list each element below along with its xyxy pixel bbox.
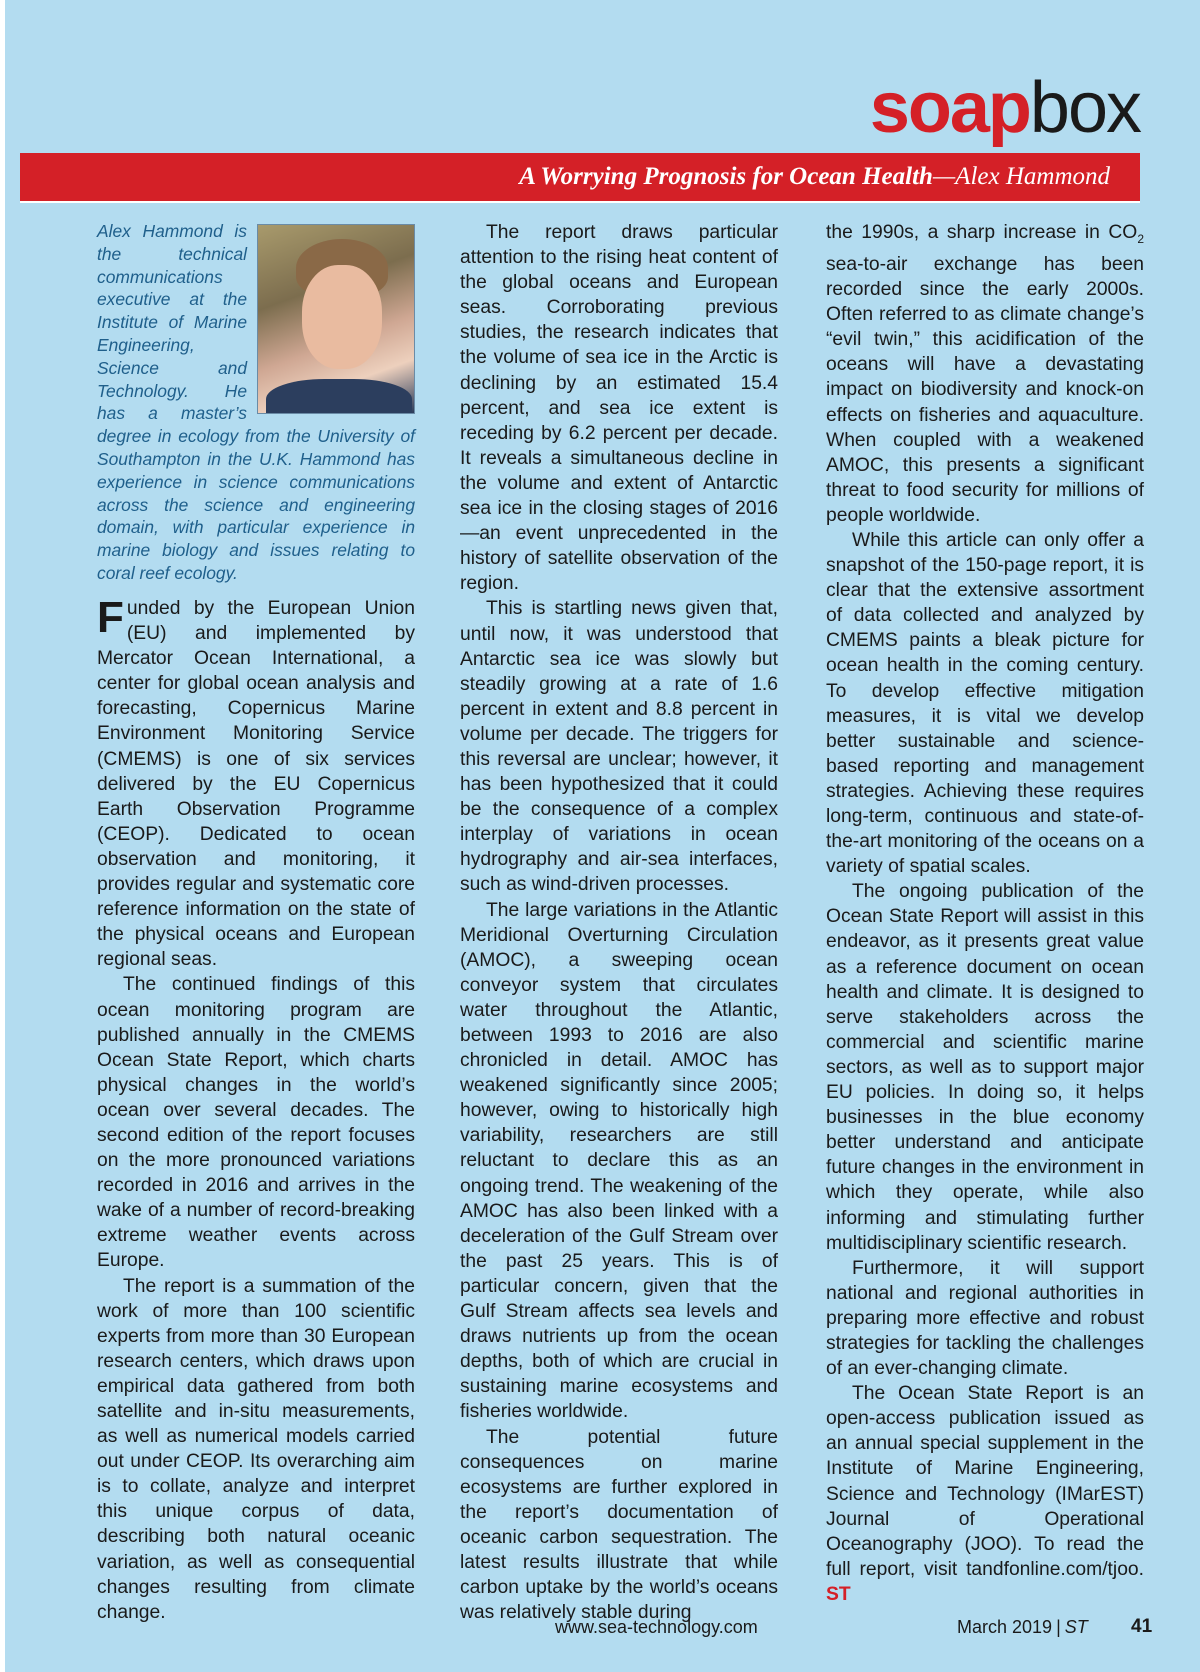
- byline: Alex Hammond: [955, 163, 1110, 190]
- author-bio: Alex Hammond is the technical communications executive at the Institute of Marine Engineering, Science and Technology. He has a master’s degree in ecology from the University of Southampton in the U.K. Hammond has experience in science communications across the science and engineering domain, with particular experience in marine biology and issues relating to coral reef ecology.: [97, 221, 415, 583]
- article-title: A Worrying Prognosis for Ocean Health: [519, 163, 933, 190]
- paragraph-4: The report draws particular attention to the rising heat content of the global oceans and European seas. Corroborating previous studies, the research indicates that the volume of sea ice in the Arctic is declining by an estimated 15.4 percent, and sea ice extent is receding by 6.2 percent per decade. It reveals a simultaneous decline in the volume and extent of Antarctic sea ice in the closing stages of 2016—an event unprecedented in the history of satellite observation of the region.: [460, 222, 778, 595]
- paragraph-5: This is startling news given that, until now, it was understood that Antarctic sea ice was slowly but steadily growing at a rate of 1.6 percent in extent and 8.8 percent in volume per decade. The triggers for this reversal are unclear; however, it has been hypothesized that it could be the consequence of a complex interplay of variations in ocean hydrography and air-sea interfaces, such as wind-driven processes.: [460, 598, 778, 896]
- paragraph-3: The report is a summation of the work of more than 100 scientific experts from more than 30 European research centers, which draws upon empirical data gathered from both satellite and in-situ measurements, as well as numerical models carried out under CEOP. Its overarching aim is to collate, analyze and interpret this unique corpus of data, describing both natural oceanic variation, as well as consequential changes resulting from climate change.: [97, 1275, 415, 1623]
- column-1: [97, 220, 415, 603]
- paragraph-7-continued: [826, 220, 1144, 528]
- author-photo: [257, 224, 415, 414]
- paragraph-1: [97, 593, 415, 972]
- page-number: 41: [1131, 1616, 1153, 1637]
- paragraph-8: While this article can only offer a snapshot of the 150-page report, it is clear that the extensive assortment of data collected and analyzed by CMEMS paints a bleak picture for ocean health in the coming century. To develop effective mitigation measures, it is vital we develop better sustainable and science-based reporting and management strategies. Achieving these requires long-term, continuous and state-of-the-art monitoring of the oceans on a variety of spatial scales.: [826, 529, 1144, 878]
- end-mark: ST: [826, 1583, 851, 1605]
- paragraph-11: [826, 1381, 1144, 1607]
- photo-face: [302, 265, 382, 369]
- paragraph-6: The large variations in the Atlantic Meridional Overturning Circulation (AMOC), a sweeping ocean conveyor system that circulates water throughout the Atlantic, between 1993 to 2016 are also chronicled in detail. AMOC has weakened significantly since 2005; however, owing to historically high variability, researchers are still reluctant to declare this as an ongoing trend. The weakening of the AMOC has also been linked with a deceleration of the Gulf Stream over the past 25 years. This is of particular concern, given that the Gulf Stream affects sea levels and draws nutrients up from the ocean depths, both of which are crucial in sustaining marine ecosystems and fisheries worldwide.: [460, 899, 778, 1423]
- photo-suit: [266, 379, 412, 414]
- co2-post: sea-to-air exchange has been recorded since the early 2000s. Often referred to as climate change’s “evil twin,” this acidification of the oceans will have a devastating impact on biodiversity and knock-on effects on fisheries and aquaculture. When coupled with a weakened AMOC, this presents a significant threat to food security for millions of people worldwide.: [826, 253, 1144, 526]
- soapbox-logo: [869, 68, 1140, 148]
- footer-url[interactable]: www.sea-technology.com: [555, 1617, 758, 1637]
- co2-subscript: 2: [1137, 231, 1144, 246]
- headline: [519, 163, 1110, 191]
- drop-cap: F: [97, 593, 124, 642]
- paragraph-7: The potential future consequences on marine ecosystems are further explored in the report’s documentation of oceanic carbon sequestration. The latest results illustrate that while carbon uptake by the world’s oceans was relatively stable during: [460, 1426, 778, 1624]
- logo-box: box: [1029, 68, 1140, 148]
- paragraph-2: The continued findings of this ocean monitoring program are published annually in the CMEMS Ocean State Report, which charts physical changes in the world’s ocean over several decades. The second edition of the report focuses on the more pronounced variations recorded in 2016 and arrives in the wake of a number of record-breaking extreme weather events across Europe.: [97, 974, 415, 1272]
- issue-date: March 2019: [957, 1617, 1053, 1637]
- paragraph-9: The ongoing publication of the Ocean State Report will assist in this endeavor, as it presents great value as a reference document on ocean health and climate. It is designed to serve stakeholders across the commercial and scientific marine sectors, as well as to support major EU policies. In doing so, it helps businesses in the blue economy better understand and anticipate future changes in the environment in which they operate, while also informing and stimulating further multidisciplinary scientific research.: [826, 881, 1144, 1254]
- page-edge: [0, 0, 5, 1672]
- logo-soap: soap: [869, 68, 1030, 148]
- column-3: [826, 220, 1144, 1607]
- paragraph-10: Furthermore, it will support national and regional authorities in preparing more effective and robust strategies for tackling the challenges of an ever-changing climate.: [826, 1257, 1144, 1380]
- paragraph-11-text: The Ocean State Report is an open-access publication issued as an annual special supplement in the Institute of Marine Engineering, Science and Technology (IMarEST) Journal of Operational Oceanography (JOO). To read the full report, visit tandfonline.com/tjoo.: [826, 1383, 1144, 1580]
- co2-pre: the 1990s, a sharp increase in CO: [826, 222, 1138, 243]
- column-1-body: [97, 593, 415, 1625]
- footer-separator: |: [1056, 1617, 1061, 1637]
- headline-banner: [20, 153, 1140, 203]
- paragraph-1-text: unded by the European Union (EU) and implemented by Mercator Ocean International, a center for global ocean analysis and forecasting, Copernicus Marine Environment Monitoring Service (CMEMS) is one of six services delivered by the EU Copernicus Earth Observation Programme (CEOP). Dedicated to ocean observation and monitoring, it provides regular and systematic core reference information on the state of the physical oceans and European regional seas.: [97, 598, 415, 971]
- column-2: [460, 220, 778, 1625]
- magazine-abbrev: ST: [1064, 1617, 1088, 1637]
- footer-issue: [957, 1617, 1088, 1638]
- title-dash: —: [932, 163, 956, 190]
